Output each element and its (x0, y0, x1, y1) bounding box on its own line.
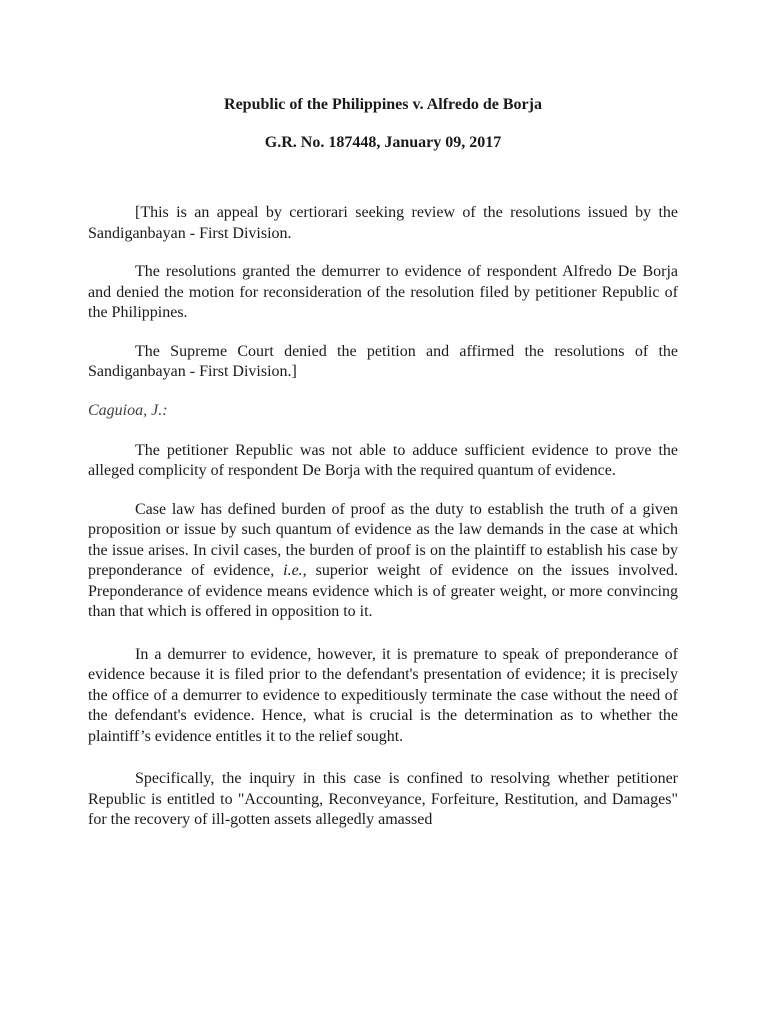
summary-paragraph-2: The resolutions granted the demurrer to evidence of respondent Alfredo De Borja and denied the motion for reconsideration of the resolution filed by petitioner Republic of the Philippines. (88, 263, 678, 321)
case-title: Republic of the Philippines v. Alfredo de Borja (224, 96, 542, 113)
body-paragraph-2-part-2: superior weight of evidence on the issues involved. Preponderance of evidence means evidence which is of greater weight, or more convincing than that which is offered in opposition to it. (88, 562, 679, 620)
body-paragraph-2-part-1: Case law has defined burden of proof as the duty to establish the truth of a given proposition or issue by such quantum of evidence as the law demands in the case at which the issue arises. In civil cases, the burden of proof is on the plaintiff to establish his case by preponderance of evidence, (88, 500, 678, 579)
summary-paragraph-3: The Supreme Court denied the petition and affirmed the resolutions of the Sandiganbayan - First Division.] (88, 342, 678, 380)
body-paragraph-3: In a demurrer to evidence, however, it is premature to speak of preponderance of evidence because it is filed prior to the defendant's presentation of evidence; it is precisely the office of a demurrer to evidence to expeditiously terminate the case without the need of the defendant's evidence. Hence, what is crucial is the determination as to whether the plaintiff’s evidence entitles it to the relief sought. (88, 645, 678, 745)
ponente-author: Caguioa, J.: (88, 401, 168, 419)
summary-paragraph-1: [This is an appeal by certiorari seeking review of the resolutions issued by the Sandiganbayan - First Division. (88, 204, 678, 242)
body-paragraph-2 (88, 500, 678, 623)
body-paragraph-1: The petitioner Republic was not able to adduce sufficient evidence to prove the alleged complicity of respondent De Borja with the required quantum of evidence. (88, 441, 678, 479)
body-paragraph-4: Specifically, the inquiry in this case is confined to resolving whether petitioner Republic is entitled to "Accounting, Reconveyance, Forfeiture, Restitution, and Damages" for the recovery of ill-gotten assets allegedly amassed (88, 770, 678, 828)
body-paragraph-2-italic: i.e., (283, 562, 307, 579)
case-number: G.R. No. 187448, January 09, 2017 (264, 134, 502, 151)
